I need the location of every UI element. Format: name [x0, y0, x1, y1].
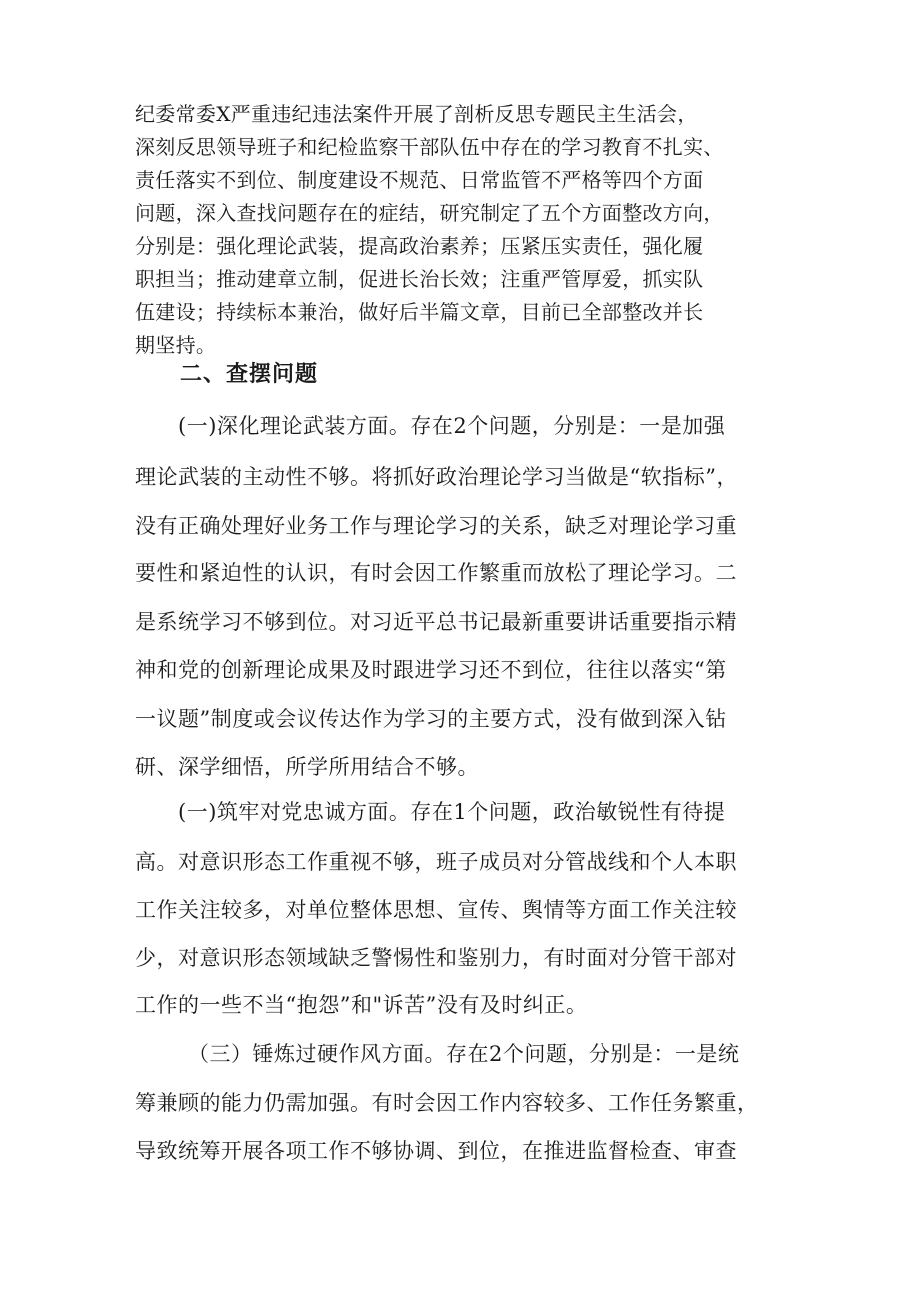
section-heading: 二、查摆问题	[180, 362, 319, 387]
text-line: 要性和紧迫性的认识，有时会因工作繁重而放松了理论学习。二	[135, 561, 737, 585]
text-line: 期坚持。	[135, 333, 217, 357]
text-line: 筹兼顾的能力仍需加强。有时会因工作内容较多、工作任务繁重，	[135, 1091, 759, 1115]
text-line: 纪委常委X严重违纪违法案件开展了剖析反思专题民主生活会，	[135, 102, 698, 126]
text-line: 理论武装的主动性不够。将抓好政治理论学习当做是“软指标”，	[135, 465, 738, 489]
text-line: 一议题”制度或会议传达作为学习的主要方式，没有做到深入钻	[135, 707, 727, 731]
text-line: 没有正确处理好业务工作与理论学习的关系，缺乏对理论学习重	[135, 514, 737, 538]
text-line: 导致统筹开展各项工作不够协调、到位，在推进监督检查、审查	[135, 1139, 737, 1163]
text-line: 是系统学习不够到位。对习近平总书记最新重要讲话重要指示精	[135, 610, 737, 634]
text-line: 责任落实不到位、制度建设不规范、日常监管不严格等四个方面	[135, 168, 704, 192]
text-line: （三）锤炼过硬作风方面。存在2个问题，分别是：一是统	[188, 1042, 740, 1066]
text-line: 神和党的创新理论成果及时跟进学习还不到位，往往以落实“第	[135, 658, 727, 682]
text-line: 深刻反思领导班子和纪检监察干部队伍中存在的学习教育不扎实、	[135, 135, 724, 159]
text-line: (一)筑牢对党忠诚方面。存在1个问题，政治敏锐性有待提	[178, 800, 726, 824]
text-line: 少，对意识形态领域缺乏警惕性和鉴别力，有时面对分管干部对	[135, 946, 737, 970]
text-line: 工作关注较多，对单位整体思想、宣传、舆情等方面工作关注较	[135, 898, 737, 922]
text-line: 分别是：强化理论武装，提高政治素养；压紧压实责任，强化履	[135, 234, 704, 258]
text-line: 伍建设；持续标本兼治，做好后半篇文章，目前已全部整改并长	[135, 300, 704, 324]
text-line: (一)深化理论武装方面。存在2个问题，分别是：一是加强	[178, 414, 726, 438]
text-line: 高。对意识形态工作重视不够，班子成员对分管战线和个人本职	[135, 850, 737, 874]
text-line: 职担当；推动建章立制，促进长治长效；注重严管厚爱，抓实队	[135, 267, 704, 291]
text-line: 工作的一些不当“抱怨”和"诉苦”没有及时纠正。	[135, 993, 588, 1017]
text-line: 研、深学细悟，所学所用结合不够。	[135, 755, 479, 779]
text-line: 问题，深入查找问题存在的症结，研究制定了五个方面整改方向，	[135, 201, 724, 225]
